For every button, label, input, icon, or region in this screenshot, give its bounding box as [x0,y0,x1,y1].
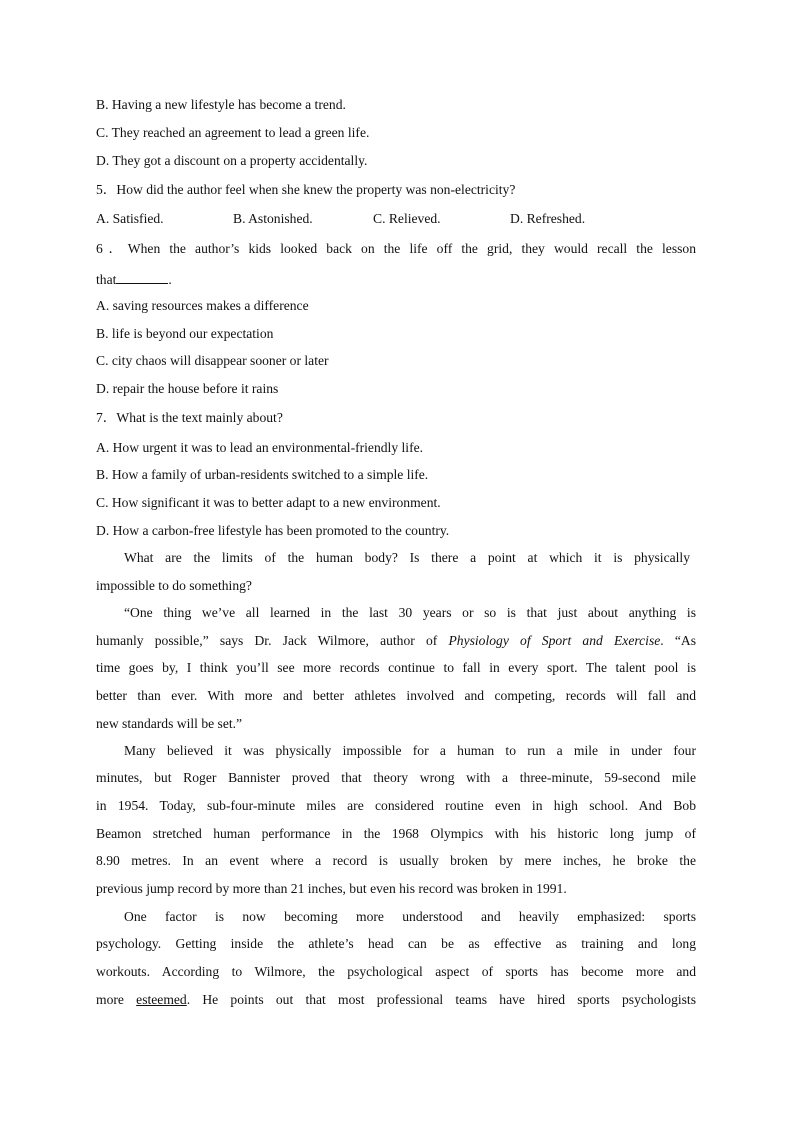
q6-option-a: A. saving resources makes a difference [96,298,309,313]
q4-option-d: D. They got a discount on a property accidentally. [96,153,368,168]
q7-option-d: D. How a carbon-free lifestyle has been promoted to the country. [96,523,450,538]
passage-p2-line5: new standards will be set.” [96,716,243,731]
q4-option-c: C. They reached an agreement to lead a green life. [96,125,370,140]
underlined-word: esteemed [136,992,187,1007]
q5-option-d: D. Refreshed. [510,211,586,226]
passage-p3-line4: Beamon stretched human performance in the 1968 Olympics with his historic long jump of [96,826,696,841]
passage-text: more [96,992,137,1007]
passage-p4-line3: workouts. According to Wilmore, the psychological aspect of sports has become more and [96,964,696,979]
passage-p1-line2: impossible to do something? [96,578,252,593]
q6-option-c: C. city chaos will disappear sooner or later [96,353,329,368]
passage-text: . He points out that most professional teams have hired sports psychologists [186,992,696,1007]
passage-p3-line1: Many believed it was physically impossible for a human to run a mile in under four [124,743,696,758]
q7-option-c: C. How significant it was to better adapt to a new environment. [96,495,441,510]
q7-stem: 7．What is the text mainly about? [96,410,283,425]
q6-stem-prefix: that [96,272,117,287]
passage-p1-line1: What are the limits of the human body? Is there a point at which it is physically [124,550,690,565]
passage-p4-line4 [96,991,696,1009]
q6-option-d: D. repair the house before it rains [96,381,279,396]
passage-p4-line1: One factor is now becoming more understood and heavily emphasized: sports [124,909,696,924]
passage-p2-line1: “One thing we’ve all learned in the last 30 years or so is that just about anything is [124,605,696,620]
q7-option-b: B. How a family of urban-residents switched to a simple life. [96,467,429,482]
passage-p3-line6: previous jump record by more than 21 inches, but even his record was broken in 1991. [96,881,567,896]
passage-text: humanly possible,” says Dr. Jack Wilmore, author of [96,633,449,648]
passage-p2-line4: better than ever. With more and better athletes involved and competing, records will fall and [96,688,696,703]
passage-p3-line3: in 1954. Today, sub-four-minute miles are considered routine even in high school. And Bob [96,798,696,813]
q6-stem-suffix: . [168,272,172,287]
q4-option-b: B. Having a new lifestyle has become a trend. [96,97,346,112]
q5-stem: 5．How did the author feel when she knew the property was non-electricity? [96,182,516,197]
passage-p3-line2: minutes, but Roger Bannister proved that theory wrong with a three-minute, 59-second mile [96,770,696,785]
book-title: Physiology of Sport and Exercise [448,633,661,648]
passage-p2-line2 [96,632,696,650]
q7-option-a: A. How urgent it was to lead an environmental-friendly life. [96,440,424,455]
q5-option-c: C. Relieved. [373,211,441,226]
q5-option-b: B. Astonished. [233,211,313,226]
q5-option-a: A. Satisfied. [96,211,164,226]
passage-p3-line5: 8.90 metres. In an event where a record is usually broken by mere inches, he broke the [96,853,696,868]
passage-text: . “As [660,633,696,648]
q6-stem-line1: 6．When the author’s kids looked back on the life off the grid, they would recall the lesson [96,241,696,256]
passage-p4-line2: psychology. Getting inside the athlete’s head can be as effective as training and long [96,936,696,951]
passage-p2-line3: time goes by, I think you’ll see more records continue to fall in every sport. The talent pool is [96,660,696,675]
q6-option-b: B. life is beyond our expectation [96,326,274,341]
q6-stem-line2 [96,270,696,289]
answer-blank [116,270,168,284]
